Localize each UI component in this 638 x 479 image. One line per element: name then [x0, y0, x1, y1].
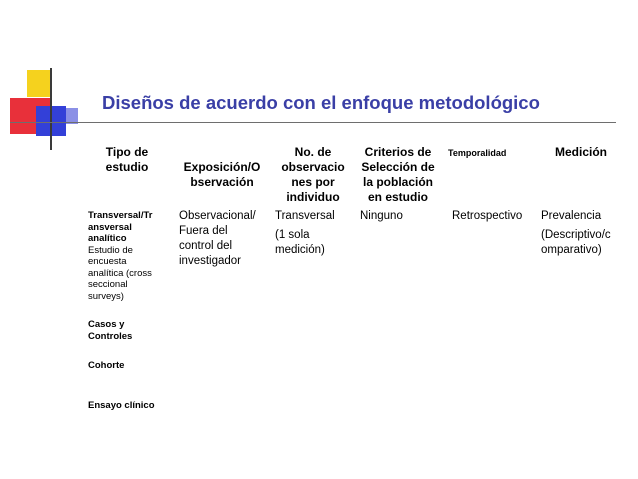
- header-tipo-estudio: Tipo de estudio: [105, 145, 149, 174]
- header-criterios: Criterios de Selección de la población en estudio: [361, 145, 435, 204]
- header-medicion: Medición: [554, 145, 607, 159]
- header-temporalidad: Temporalidad: [448, 148, 507, 158]
- header-no-observaciones: No. de observacio nes por individuo: [281, 145, 345, 204]
- logo-square-yellow: [27, 70, 52, 97]
- slide-title: Diseños de acuerdo con el enfoque metodológico: [102, 92, 540, 113]
- title-underline: [10, 122, 616, 123]
- header-exposicion: Exposición/O bservación: [183, 160, 261, 189]
- row-label-casos-controles: Casos y Controles: [88, 319, 133, 342]
- cell-no-observaciones: Transversal (1 sola medición): [275, 210, 335, 256]
- cell-criterios: Ninguno: [360, 210, 403, 222]
- row-label-cohorte: Cohorte: [88, 360, 125, 371]
- cell-medicion: Prevalencia (Descriptivo/c omparativo): [541, 210, 611, 256]
- row-label-transversal: Transversal/Tr ansversal analítico Estudio de encuesta analítica (cross seccional surveys): [88, 210, 153, 302]
- row-label-ensayo-clinico: Ensayo clínico: [88, 400, 155, 411]
- cell-temporalidad: Retrospectivo: [452, 210, 523, 222]
- logo-vertical-line: [50, 68, 52, 150]
- cell-exposicion: Observacional/ Fuera del control del investigador: [179, 210, 256, 267]
